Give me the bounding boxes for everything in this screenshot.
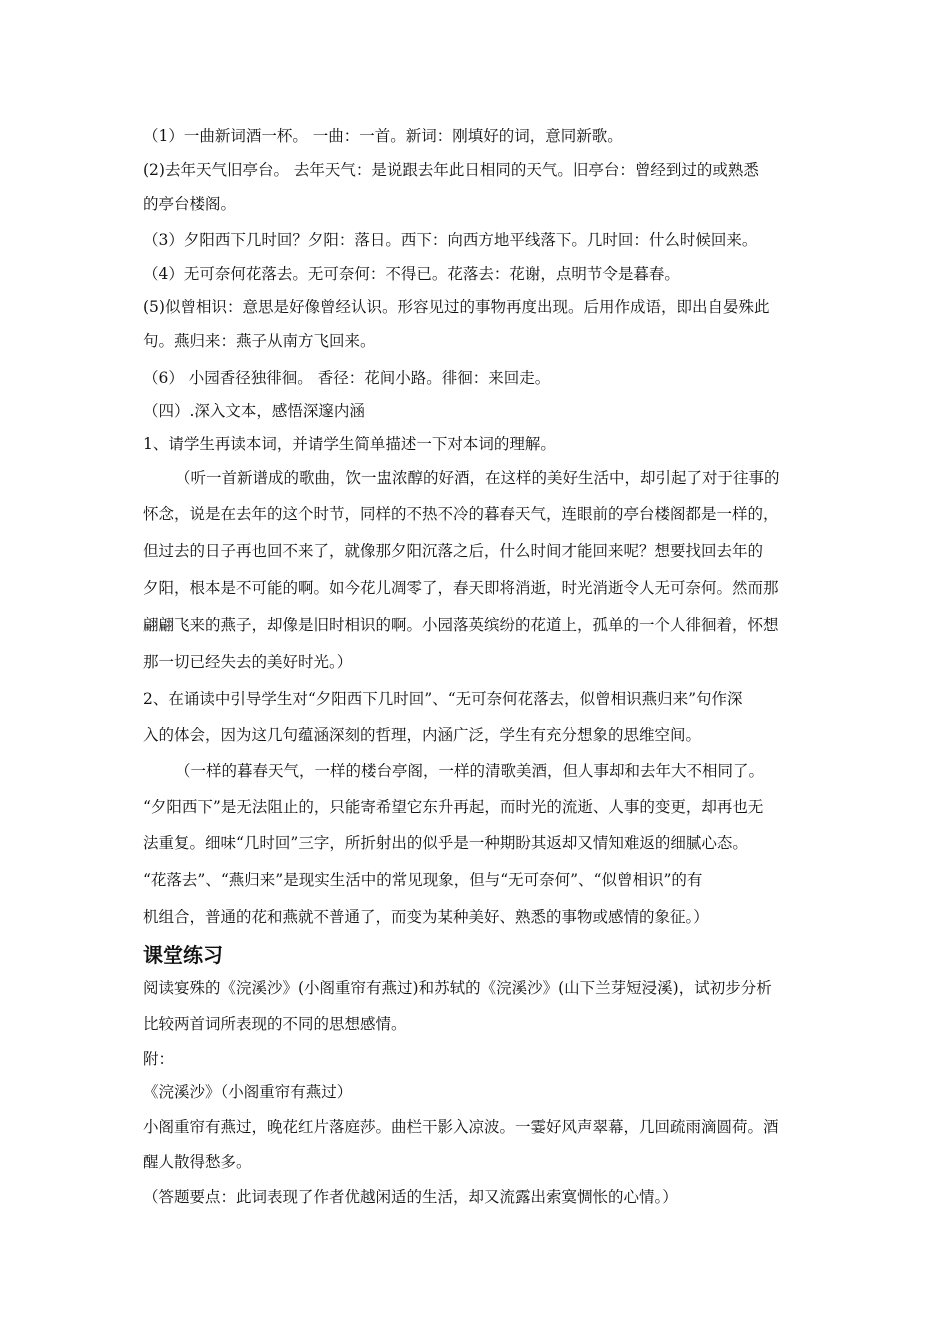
question-2-line: 入的体会，因为这几句蕴涵深刻的哲理，内涵广泛，学生有充分想象的思维空间。 — [143, 726, 702, 744]
note-line: (2)去年天气旧亭台。 去年天气：是说跟去年此日相同的天气。旧亭台：曾经到过的或熟悉 — [143, 161, 759, 179]
question-2-line: 2、在诵读中引导学生对“夕阳西下几时回”、“无可奈何花落去，似曾相识燕归来”句作深 — [143, 690, 743, 708]
practice-line: 比较两首词所表现的不同的思想感情。 — [143, 1015, 407, 1033]
question-1: 1、请学生再读本词，并请学生简单描述一下对本词的理解。 — [143, 435, 556, 453]
note-line: （4）无可奈何花落去。无可奈何：不得已。花落去：花谢，点明节令是暮春。 — [143, 265, 680, 283]
paragraph-line: “夕阳西下”是无法阻止的，只能寄希望它东升再起，而时光的流逝、人事的变更，却再也无 — [143, 798, 764, 816]
attachment-label: 附： — [143, 1050, 175, 1068]
paragraph-line: 但过去的日子再也回不来了，就像那夕阳沉落之后，什么时间才能回来呢？想要找回去年的 — [143, 542, 764, 560]
note-line: （1）一曲新词酒一杯。 一曲：一首。新词：刚填好的词，意同新歌。 — [143, 127, 623, 145]
paragraph-line: “花落去”、“燕归来”是现实生活中的常见现象，但与“无可奈何”、“似曾相识”的有 — [143, 871, 703, 889]
answer-note: （答题要点：此词表现了作者优越闲适的生活，却又流露出索寞惆怅的心情。） — [143, 1188, 678, 1206]
poem-title: 《浣溪沙》（小阁重帘有燕过） — [143, 1083, 353, 1101]
note-line: (5)似曾相识：意思是好像曾经认识。形容见过的事物再度出现。后用作成语，即出自晏殊此 — [143, 298, 770, 316]
paragraph-line: 那一切已经失去的美好时光。） — [143, 653, 353, 671]
practice-line: 阅读宴殊的《浣溪沙》(小阁重帘有燕过)和苏轼的《浣溪沙》(山下兰芽短浸溪)，试初步分析 — [143, 979, 772, 997]
note-line: 句。燕归来：燕子从南方飞回来。 — [143, 332, 376, 350]
note-line: （6） 小园香径独徘徊。 香径：花间小路。徘徊：来回走。 — [143, 369, 551, 387]
paragraph-line: （听一首新谱成的歌曲，饮一盅浓醇的好酒，在这样的美好生活中，却引起了对于往事的 — [175, 469, 780, 487]
note-line: （3）夕阳西下几时回？夕阳：落日。西下：向西方地平线落下。几时回：什么时候回来。 — [143, 231, 758, 249]
paragraph-line: 翩翩飞来的燕子，却像是旧时相识的啊。小园落英缤纷的花道上，孤单的一个人徘徊着，怀想 — [143, 616, 779, 634]
paragraph-line: （一样的暮春天气，一样的楼台亭阁，一样的清歌美酒，但人事却和去年大不相同了。 — [175, 762, 765, 780]
paragraph-line: 法重复。细味“几时回”三字，所折射出的似乎是一种期盼其返却又情知难返的细腻心态。 — [143, 834, 748, 852]
poem-line: 小阁重帘有燕过，晚花红片落庭莎。曲栏干影入凉波。一霎好风声翠幕，几回疏雨滴圆荷。酒 — [143, 1118, 779, 1136]
paragraph-line: 机组合，普通的花和燕就不普通了，而变为某种美好、熟悉的事物或感情的象征。） — [143, 908, 709, 926]
note-line: 的亭台楼阁。 — [143, 195, 237, 213]
paragraph-line: 夕阳，根本是不可能的啊。如今花儿凋零了，春天即将消逝，时光消逝令人无可奈何。然而那 — [143, 579, 779, 597]
poem-line: 醒人散得愁多。 — [143, 1153, 252, 1171]
section-title: （四）.深入文本，感悟深邃内涵 — [143, 402, 365, 420]
paragraph-line: 怀念，说是在去年的这个时节，同样的不热不冷的暮春天气，连眼前的亭台楼阁都是一样的， — [143, 505, 779, 523]
practice-heading: 课堂练习 — [143, 943, 223, 967]
